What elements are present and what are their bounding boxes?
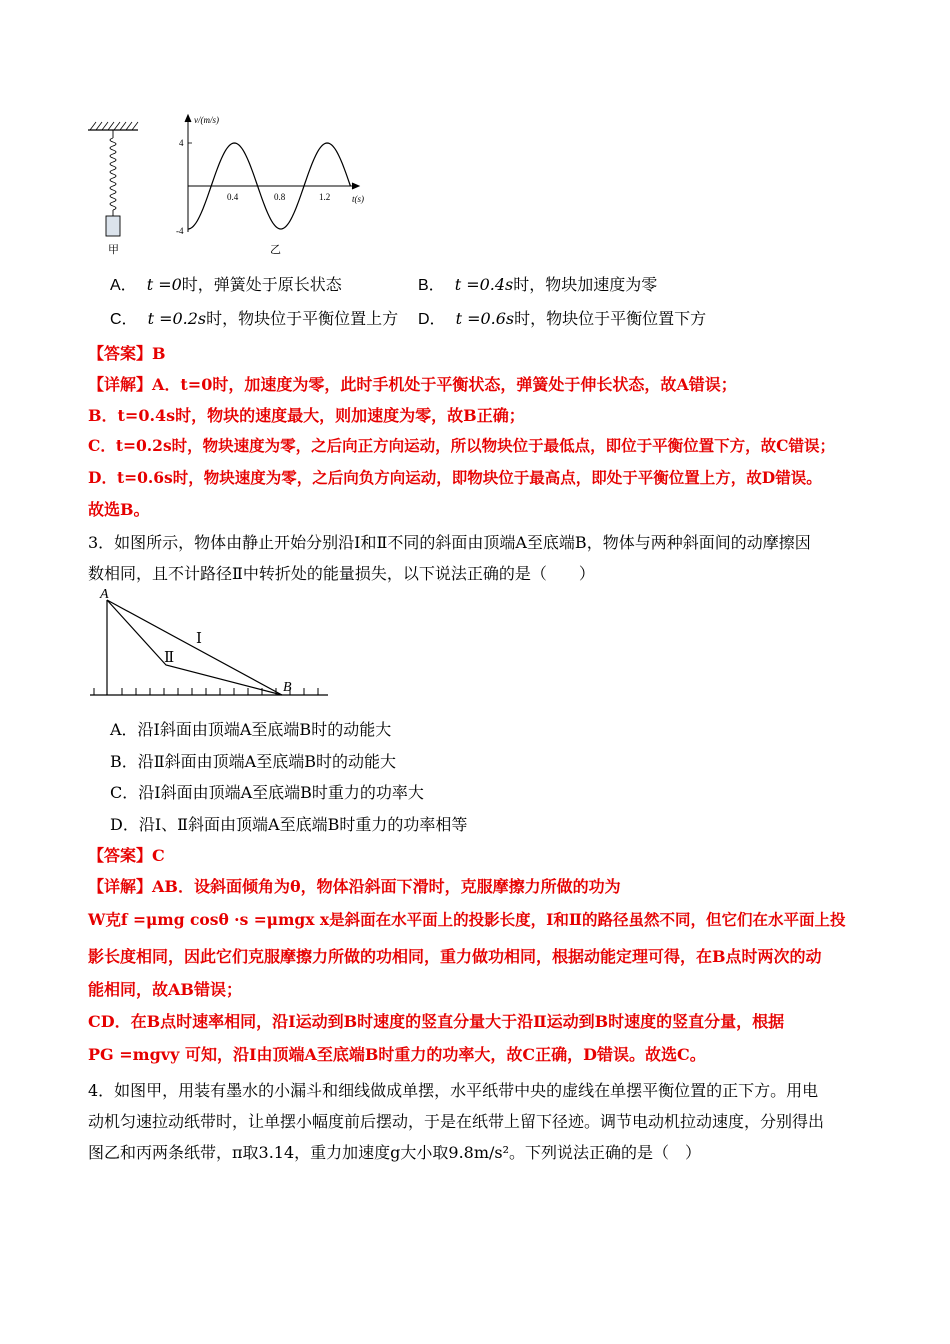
x-tick-04: 0.4 (227, 192, 239, 202)
label-path-ii: Ⅱ (164, 650, 175, 666)
q4-stem-3: 图乙和丙两条纸带，π取3.14，重力加速度g大小取9.8m/s²。下列说法正确的是（ ） (88, 1143, 702, 1162)
option-cond: t =0.2s (147, 309, 207, 328)
q2-option-b (418, 272, 657, 295)
figure-spring-vt (80, 110, 380, 260)
paths (107, 600, 282, 695)
block (106, 216, 120, 236)
q3-option-c: C．沿Ⅰ斜面由顶端A至底端B时重力的功率大 (110, 783, 424, 802)
caption-left: 甲 (108, 244, 119, 256)
x-tick-08: 0.8 (274, 192, 286, 202)
option-letter: A． (110, 277, 137, 294)
q2-option-d (418, 306, 706, 329)
q3-answer: 【答案】C (88, 846, 165, 865)
q3-option-d: D．沿Ⅰ、Ⅱ斜面由顶端A至底端B时重力的功率相等 (110, 815, 468, 834)
option-text: 时，弹簧处于原长状态 (181, 275, 342, 294)
x-tick-12: 1.2 (319, 192, 331, 202)
spring (110, 130, 116, 216)
q2-answer: 【答案】B (88, 344, 166, 363)
label-b: B (283, 680, 292, 695)
y-axis-label: v/(m/s) (194, 115, 219, 125)
option-text: 时，物块加速度为零 (513, 275, 658, 294)
q2-explain-5: 故选B。 (88, 500, 150, 519)
q2-explain-4: D．t=0.6s时，物块速度为零，之后向负方向运动，即物块位于最高点，即处于平衡位置上方，故D错误。 (88, 468, 822, 487)
option-letter: D． (418, 311, 446, 328)
option-letter: B． (418, 277, 445, 294)
q3-explain-4: 能相同，故AB错误； (88, 980, 242, 999)
option-letter: C． (110, 311, 138, 328)
q2-explain-3: C．t=0.2s时，物块速度为零，之后向正方向运动，所以物块位于最低点，即位于平衡位置下方，故C错误； (88, 436, 836, 455)
q4-stem-2: 动机匀速拉动纸带时，让单摆小幅度前后摆动，于是在纸带上留下径迹。调节电动机拉动速度，分别得出 (88, 1112, 825, 1131)
q3-option-b: B．沿Ⅱ斜面由顶端A至底端B时的动能大 (110, 752, 396, 771)
y-tick-pos: 4 (179, 138, 184, 148)
ground-line (90, 600, 328, 695)
ceiling-hatch (88, 122, 138, 130)
caption-right: 乙 (270, 244, 281, 256)
q3-stem-1: 3．如图所示，物体由静止开始分别沿Ⅰ和Ⅱ不同的斜面由顶端A至底端B，物体与两种斜面间的动摩擦因 (88, 533, 811, 552)
q2-option-a (110, 272, 342, 295)
q3-explain-3: 影长度相同，因此它们克服摩擦力所做的功相同，重力做功相同，根据动能定理可得，在B点时两次的动 (88, 947, 822, 966)
q3-option-a: A．沿Ⅰ斜面由顶端A至底端B时的动能大 (110, 720, 392, 739)
option-cond: t =0.4s (454, 275, 514, 294)
figure-incline (84, 585, 334, 700)
q3-explain-5: CD．在B点时速率相同，沿Ⅰ运动到B时速度的竖直分量大于沿Ⅱ运动到B时速度的竖直分量，根据 (88, 1012, 785, 1031)
q4-stem-1: 4．如图甲，用装有墨水的小漏斗和细线做成单摆，水平纸带中央的虚线在单摆平衡位置的正下方。用电 (88, 1081, 819, 1100)
q3-stem-2: 数相同，且不计路径Ⅱ中转折处的能量损失，以下说法正确的是（ ） (88, 564, 595, 583)
x-axis-label: t(s) (352, 194, 364, 204)
label-path-i: Ⅰ (196, 631, 202, 647)
option-text: 时，物块位于平衡位置下方 (514, 309, 707, 328)
vt-axes (185, 115, 359, 232)
option-cond: t =0 (146, 275, 182, 294)
q2-explain-1: 【详解】A．t=0时，加速度为零，此时手机处于平衡状态，弹簧处于伸长状态，故A错误； (88, 375, 737, 394)
label-a: A (100, 587, 109, 602)
option-cond: t =0.6s (455, 309, 515, 328)
y-tick-neg: -4 (176, 226, 184, 236)
q3-explain-1: 【详解】AB．设斜面倾角为θ，物体沿斜面下滑时，克服摩擦力所做的功为 (88, 877, 621, 896)
q2-option-c (110, 306, 398, 329)
q2-explain-2: B．t=0.4s时，物块的速度最大，则加速度为零，故B正确； (88, 406, 525, 425)
q3-explain-2: W克f =μmg cosθ ·s =μmgx x是斜面在水平面上的投影长度，Ⅰ和Ⅱ的路径虽然不同，但它们在水平面上投 (88, 910, 846, 929)
option-text: 时，物块位于平衡位置上方 (206, 309, 399, 328)
q3-explain-6: PG =mgvy 可知，沿Ⅰ由顶端A至底端B时重力的功率大，故C正确，D错误。故选C。 (88, 1045, 706, 1064)
